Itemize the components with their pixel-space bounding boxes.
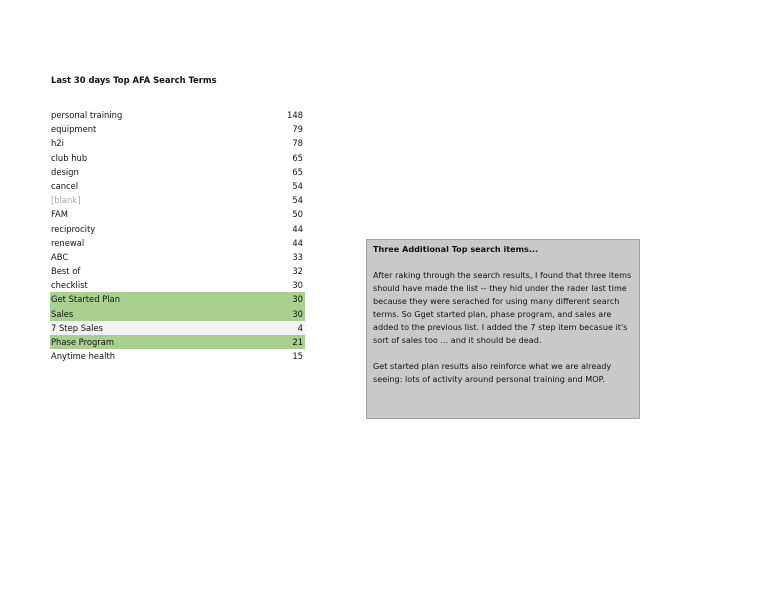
count-cell: 54 <box>292 180 303 191</box>
table-row-shaded[interactable] <box>50 321 305 335</box>
count-cell: 32 <box>292 266 303 277</box>
count-cell: 148 <box>287 110 303 120</box>
count-cell: 44 <box>292 237 303 248</box>
count-cell: 65 <box>292 152 303 163</box>
term-cell: h2i <box>51 138 64 149</box>
count-cell: 54 <box>292 195 303 206</box>
count-cell: 15 <box>292 351 303 362</box>
sheet-title: Last 30 days Top AFA Search Terms <box>51 75 217 85</box>
term-cell: equipment <box>51 124 97 135</box>
count-cell: 50 <box>292 209 303 220</box>
search-terms-table <box>50 108 305 363</box>
count-cell: 79 <box>292 124 303 135</box>
term-cell: FAM <box>51 209 69 220</box>
table-row[interactable] <box>50 222 305 236</box>
term-cell: 7 Step Sales <box>51 322 104 333</box>
term-cell: Anytime health <box>51 351 116 362</box>
count-cell: 30 <box>292 280 303 291</box>
table-row-highlighted[interactable] <box>50 307 305 321</box>
comment-paragraph: After raking through the search results, I found that three items should have made the list -- they hid under the rader last time because they were serached for using many different search terms. So Gget started plan, phase program, and sales are added to the previous list. I added the 7 step item becasue it's sort of sales too ... and it should be dead. <box>373 270 632 345</box>
table-row[interactable] <box>50 236 305 250</box>
table-row-highlighted[interactable] <box>50 335 305 349</box>
term-cell: personal training <box>51 110 123 120</box>
table-row[interactable] <box>50 278 305 292</box>
table-row[interactable] <box>50 264 305 278</box>
comment-text-box[interactable] <box>366 239 640 419</box>
term-cell: renewal <box>51 237 85 248</box>
table-row[interactable] <box>50 151 305 165</box>
term-cell: ABC <box>51 251 69 262</box>
table-row[interactable] <box>50 108 305 122</box>
term-cell: Best of <box>51 266 81 277</box>
count-cell: 21 <box>292 337 303 347</box>
comment-paragraph: Get started plan results also reinforce what we are already seeing: lots of activity around personal training and MOP. <box>373 361 612 384</box>
table-row[interactable] <box>50 193 305 207</box>
table-row[interactable] <box>50 165 305 179</box>
term-cell: Get Started Plan <box>51 294 120 305</box>
count-cell: 78 <box>292 138 303 149</box>
term-cell: [blank] <box>51 195 81 206</box>
term-cell: club hub <box>51 152 88 163</box>
term-cell: reciprocity <box>51 223 96 234</box>
table-row[interactable] <box>50 179 305 193</box>
term-cell: design <box>51 166 79 177</box>
term-cell: Sales <box>51 308 74 319</box>
term-cell: checklist <box>51 280 88 291</box>
table-row[interactable] <box>50 136 305 150</box>
table-row[interactable] <box>50 207 305 221</box>
term-cell: cancel <box>51 180 79 191</box>
term-cell: Phase Program <box>51 337 115 347</box>
table-row[interactable] <box>50 250 305 264</box>
count-cell: 44 <box>292 223 303 234</box>
count-cell: 30 <box>292 294 303 305</box>
table-row[interactable] <box>50 122 305 136</box>
count-cell: 4 <box>297 322 303 333</box>
count-cell: 33 <box>292 251 303 262</box>
count-cell: 30 <box>292 308 303 319</box>
count-cell: 65 <box>292 166 303 177</box>
comment-title: Three Additional Top search items... <box>373 244 539 254</box>
table-row-highlighted[interactable] <box>50 292 305 306</box>
table-row[interactable] <box>50 349 305 363</box>
